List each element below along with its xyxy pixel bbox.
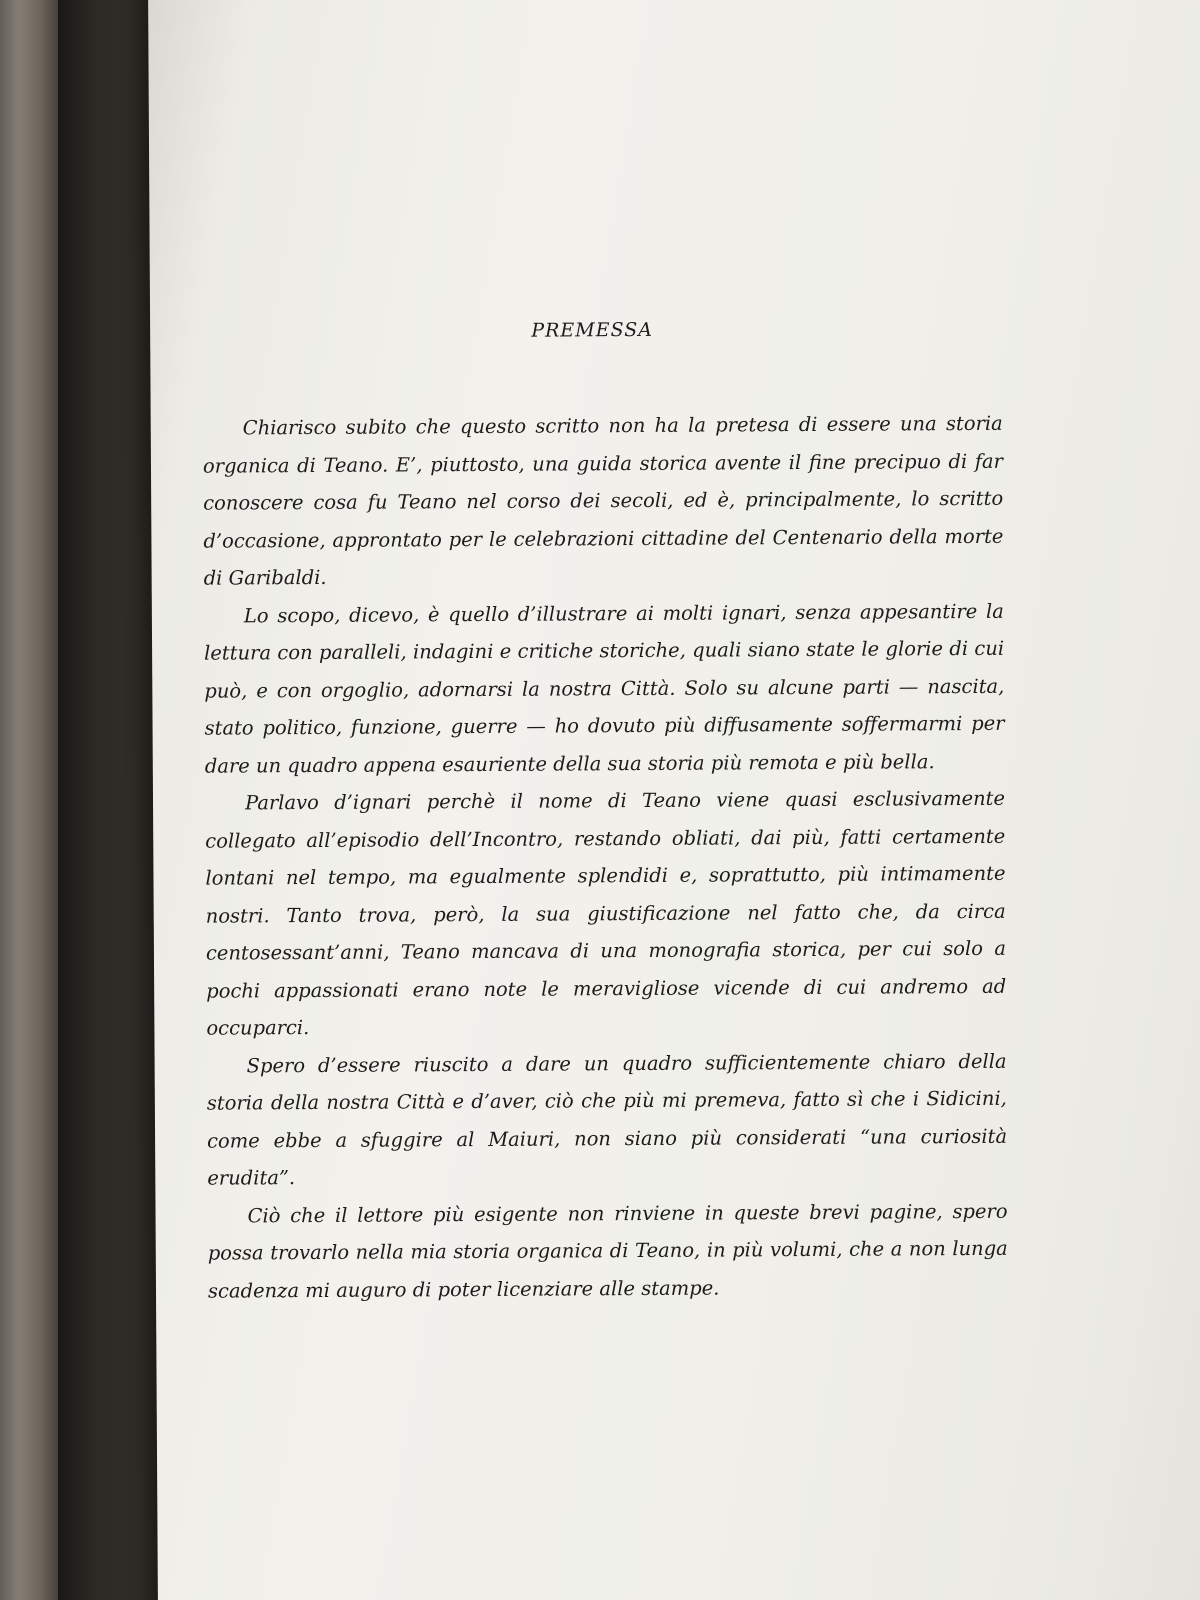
page-content bbox=[200, 0, 1010, 1580]
paragraph-4: Spero d’essere riuscito a dare un quadro sufficientemente chiaro della storia della nostra Città e d’aver, ciò che più mi premeva, fatto sì che i Sidicini, come ebbe a sfuggire al Maiuri, non siano più considerati “una curiosità erudita”. bbox=[206, 1049, 1008, 1190]
paragraph-5: Ciò che il lettore più esigente non rinviene in queste brevi pagine, spero possa trovarlo nella mia storia organica di Teano, in più volumi, che a non lunga scadenza mi auguro di poter licenziare alle stampe. bbox=[207, 1199, 1008, 1303]
page-title: PREMESSA bbox=[531, 318, 654, 342]
book-spine-shadow bbox=[58, 0, 158, 1600]
paragraph-1: Chiarisco subito che questo scritto non ha la pretesa di essere una storia organica di Teano. E’, piuttosto, una guida storica avente il fine precipuo di far conoscere cosa fu Teano nel corso dei secoli, ed è, principalmente, lo scritto d’occasione, approntato per le celebrazioni cittadine del Centenario della morte di Garibaldi. bbox=[202, 411, 1004, 590]
page-stack-edge bbox=[0, 0, 58, 1600]
book-page bbox=[148, 0, 1200, 1600]
paragraph-2: Lo scopo, dicevo, è quello d’illustrare ai molti ignari, senza appesantire la lettura con paralleli, indagini e critiche storiche, quali siano state le glorie di cui può, e con orgoglio, adornarsi la nostra Città. Solo su alcune parti — nascita, stato politico, funzione, guerre — ho dovuto più diffusamente soffermarmi per dare un quadro appena esauriente della sua storia più remota e più bella. bbox=[204, 599, 1005, 778]
paragraph-3: Parlavo d’ignari perchè il nome di Teano viene quasi esclusivamente collegato all’episodio dell’Incontro, restando obliati, dai più, fatti certamente lontani nel tempo, ma egualmente splendidi e, soprattutto, più intimamente nostri. Tanto trova, però, la sua giustificazione nel fatto che, da circa centosessant’anni, Teano mancava di una monografia storica, per cui solo a pochi appassionati erano note le meravigliose vicende di cui andremo ad occuparci. bbox=[205, 786, 1007, 1040]
body-text bbox=[203, 405, 1008, 1310]
